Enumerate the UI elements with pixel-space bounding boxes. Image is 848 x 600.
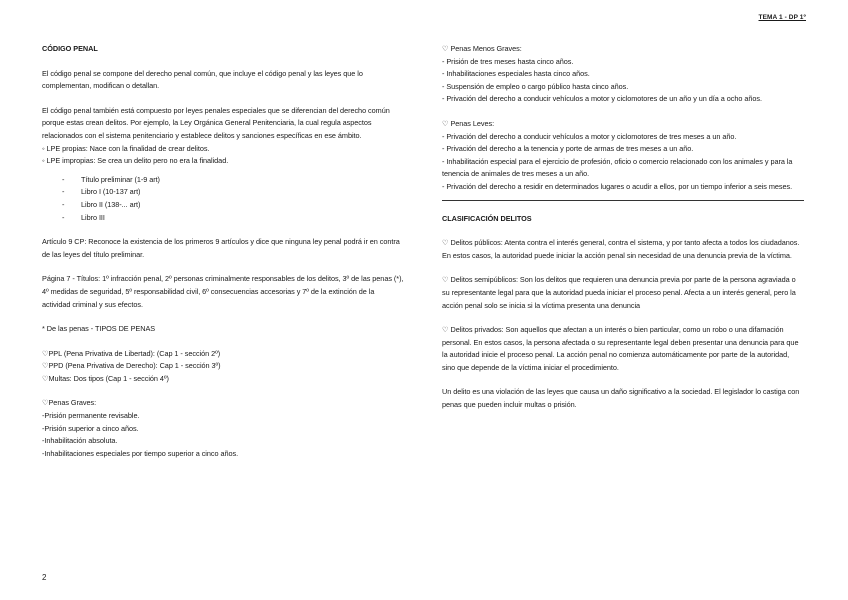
penas-menos-graves-heading: ♡ Penas Menos Graves: bbox=[442, 44, 522, 53]
section-title-codigo-penal: CÓDIGO PENAL bbox=[42, 44, 98, 53]
list-item: - Suspensión de empleo o cargo público hasta cinco años. bbox=[442, 81, 629, 91]
document-header-tag: TEMA 1 - DP 1º bbox=[758, 14, 806, 21]
list-item: - Privación del derecho a conducir vehículos a motor y ciclomotores de tres meses a un año. bbox=[442, 131, 737, 141]
list-item: - Privación del derecho a conducir vehículos a motor y ciclomotores de un año y un día a ocho años. bbox=[442, 94, 762, 104]
list-item: - Inhabilitaciones especiales hasta cinco años. bbox=[442, 69, 590, 79]
list-item: -Inhabilitación absoluta. bbox=[42, 436, 118, 446]
paragraph-pagina-7: Página 7 - Títulos: 1º infracción penal, 2º personas criminalmente responsables de los delitos, 3º de las penas (*), 4º medidas de seguridad, 5º responsabilidad civil, 6º consecuencias accesorias y 7º de la extinción de la actividad criminal y sus efectos. bbox=[42, 274, 404, 309]
lpe-propias-item: ◦ LPE propias: Nace con la finalidad de crear delitos. bbox=[42, 143, 210, 153]
left-column bbox=[42, 43, 404, 460]
page-number: 2 bbox=[42, 573, 47, 582]
list-item: -Prisión permanente revisable. bbox=[42, 411, 140, 421]
multas-item: ♡Multas: Dos tipos (Cap 1 - sección 4º) bbox=[42, 373, 169, 383]
ppd-item: ♡PPD (Pena Privativa de Derecho): Cap 1 - sección 3º) bbox=[42, 361, 221, 371]
penas-types-heading: * De las penas - TIPOS DE PENAS bbox=[42, 324, 156, 334]
list-item: -Prisión superior a cinco años. bbox=[42, 423, 139, 433]
list-item: - Privación del derecho a la tenencia y porte de armas de tres meses a un año. bbox=[442, 144, 694, 154]
lpe-impropias-item: ◦ LPE impropias: Se crea un delito pero no era la finalidad. bbox=[42, 156, 229, 166]
list-item: - Prisión de tres meses hasta cinco años. bbox=[442, 56, 574, 66]
paragraph-delitos-publicos: ♡ Delitos públicos: Atenta contra el interés general, contra el sistema, y por tanto afecta a todos los ciudadanos. En estos casos, la autoridad puede iniciar la acción penal sin necesidad de una denuncia previa de la víctima. bbox=[442, 238, 800, 260]
list-item: - Privación del derecho a residir en determinados lugares o acudir a ellos, por un tiempo inferior a seis meses. bbox=[442, 181, 793, 191]
list-item: - Libro I (10-137 art) bbox=[62, 186, 404, 199]
penas-leves-heading: ♡ Penas Leves: bbox=[442, 118, 495, 128]
section-title-clasificacion: CLASIFICACIÓN DELITOS bbox=[442, 213, 532, 223]
code-structure-list bbox=[42, 174, 404, 224]
paragraph-delitos-semipublicos: ♡ Delitos semipúblicos: Son los delitos que requieren una denuncia previa por parte de la persona agraviada o su representante legal para que la autoridad pueda iniciar el proceso penal. Afecta a un interés general, pero la acción penal solo se inicia si la víctima presenta una denuncia bbox=[442, 275, 796, 310]
paragraph-leyes-especiales: El código penal también está compuesto por leyes penales especiales que se diferencian del derecho común porque estas crean delitos. Por ejemplo, la Ley Orgánica General Penitenciaria, la cual regula aspectos relacionados con el sistema penitenciario y establece delitos y sanciones específicas en ese ámbito. bbox=[42, 105, 390, 140]
paragraph-definicion-delito: Un delito es una violación de las leyes que causa un daño significativo a la sociedad. El legislador lo castiga con penas que pueden incluir multas o prisión. bbox=[442, 387, 800, 410]
ppl-item: ♡PPL (Pena Privativa de Libertad): (Cap 1 - sección 2º) bbox=[42, 348, 221, 358]
list-item: -Inhabilitaciones especiales por tiempo superior a cinco años. bbox=[42, 448, 239, 458]
list-item: - Título preliminar (1-9 art) bbox=[62, 174, 404, 187]
list-item: - Libro II (138-... art) bbox=[62, 199, 404, 212]
paragraph-delitos-privados: ♡ Delitos privados: Son aquellos que afectan a un interés o bien particular, como un robo o una difamación personal. En estos casos, la persona afectada o su representante legal deben presentar una denuncia para que la autoridad inicie el proceso penal. La acción penal no comienza automáticamente por parte de la autoridad, sino que depende de la víctima iniciar el procedimiento. bbox=[442, 325, 799, 372]
section-divider bbox=[442, 200, 804, 201]
list-item: - Inhabilitación especial para el ejercicio de profesión, oficio o comercio relacionado con los animales y para la tenencia de animales de tres meses a un año. bbox=[442, 156, 793, 179]
paragraph-derecho-comun: El código penal se compone del derecho penal común, que incluye el código penal y las leyes que lo complementan, modifican o detallan. bbox=[42, 68, 363, 91]
list-item: - Libro III bbox=[62, 212, 404, 225]
penas-graves-heading: ♡Penas Graves: bbox=[42, 398, 97, 408]
right-column bbox=[442, 43, 804, 412]
paragraph-articulo-9: Artículo 9 CP: Reconoce la existencia de los primeros 9 artículos y dice que ninguna ley penal podrá ir en contra de las leyes del título preliminar. bbox=[42, 237, 400, 259]
